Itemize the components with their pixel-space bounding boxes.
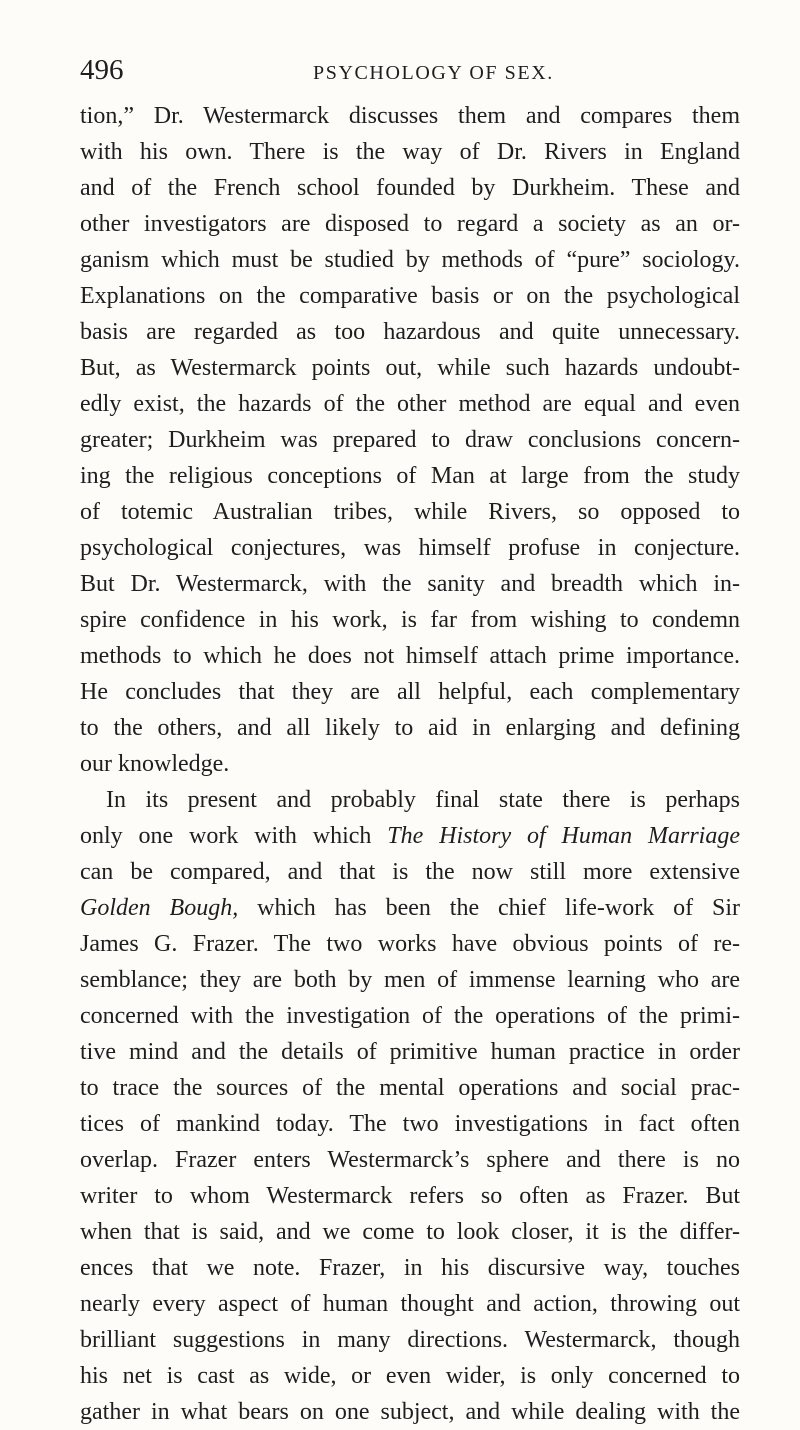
line-text: and of the French school founded by Durkheim. These and [80,175,740,201]
text-line [80,494,740,530]
text-line [80,746,740,782]
line-text: our knowledge. [80,751,230,777]
text-line [80,1178,740,1214]
line-text: spire confidence in his work, is far from wishing to condemn [80,607,740,633]
line-text: basis are regarded as too hazardous and quite unnecessary. [80,319,740,345]
line-text: methods to which he does not himself attach prime importance. [80,643,740,669]
line-text: of totemic Australian tribes, while Rivers, so opposed to [80,499,740,525]
line-text: to the others, and all likely to aid in enlarging and defining [80,715,740,741]
text-line [80,1250,740,1286]
italic-title-text: The History of Human Marriage [387,823,740,849]
page-number: 496 [80,54,124,86]
text-line [80,854,740,890]
line-text: In its present and probably final state there is perhaps [106,787,740,813]
text-line [80,602,740,638]
line-text: psychological conjectures, was himself profuse in conjecture. [80,535,740,561]
line-text: James G. Frazer. The two works have obvious points of re- [80,931,740,957]
line-text: which has been the chief life-work of Sir [238,895,740,921]
text-line [80,134,740,170]
body-text [80,98,740,1430]
page-header [80,50,744,90]
text-line [80,1358,740,1394]
line-text: writer to whom Westermarck refers so often as Frazer. But [80,1183,740,1209]
text-line [80,314,740,350]
line-text: with his own. There is the way of Dr. Rivers in England [80,139,740,165]
line-text: to trace the sources of the mental operations and social prac- [80,1075,740,1101]
line-text: tive mind and the details of primitive human practice in order [80,1039,740,1065]
text-line [80,1214,740,1250]
line-text: He concludes that they are all helpful, each complementary [80,679,740,705]
text-line [80,566,740,602]
line-text: Explanations on the comparative basis or on the psychological [80,283,740,309]
text-line [80,530,740,566]
line-text: But Dr. Westermarck, with the sanity and breadth which in- [80,571,740,597]
text-line [80,170,740,206]
text-line [80,386,740,422]
line-text: greater; Durkheim was prepared to draw conclusions concern- [80,427,740,453]
text-line [80,1106,740,1142]
line-text: overlap. Frazer enters Westermarck’s sphere and there is no [80,1147,740,1173]
line-text: semblance; they are both by men of immense learning who are [80,967,740,993]
text-line [80,710,740,746]
line-text: only one work with which [80,823,388,849]
line-text: But, as Westermarck points out, while such hazards undoubt- [80,355,740,381]
text-line [80,674,740,710]
line-text: brilliant suggestions in many directions. Westermarck, though [80,1327,740,1353]
text-line [80,206,740,242]
italic-title-text: Golden Bough, [80,895,239,921]
text-line [80,782,740,818]
text-line [80,1142,740,1178]
text-line [80,422,740,458]
text-line [80,1286,740,1322]
text-line [80,350,740,386]
line-text: ing the religious conceptions of Man at large from the study [80,463,740,489]
line-text: tices of mankind today. The two investigations in fact often [80,1111,740,1137]
running-head: PSYCHOLOGY OF SEX. [313,62,554,84]
line-text: concerned with the investigation of the operations of the primi- [80,1003,740,1029]
line-text: his net is cast as wide, or even wider, is only concerned to [80,1363,740,1389]
line-text: tion,” Dr. Westermarck discusses them and compares them [80,103,740,129]
text-line [80,890,740,926]
text-line [80,962,740,998]
line-text: nearly every aspect of human thought and action, throwing out [80,1291,740,1317]
text-line [80,1034,740,1070]
text-line [80,458,740,494]
text-line [80,998,740,1034]
line-text: ganism which must be studied by methods of “pure” sociology. [80,247,740,273]
text-line [80,98,740,134]
text-line [80,926,740,962]
line-text: other investigators are disposed to regard a society as an or- [80,211,740,237]
text-line [80,1070,740,1106]
text-line [80,278,740,314]
line-text: when that is said, and we come to look closer, it is the differ- [80,1219,740,1245]
text-line [80,242,740,278]
text-line [80,1322,740,1358]
text-line [80,818,740,854]
line-text: gather in what bears on one subject, and while dealing with the [80,1399,740,1425]
line-text: can be compared, and that is the now still more extensive [80,859,740,885]
text-line [80,1394,740,1430]
text-line [80,638,740,674]
line-text: ences that we note. Frazer, in his discursive way, touches [80,1255,740,1281]
line-text: edly exist, the hazards of the other method are equal and even [80,391,740,417]
